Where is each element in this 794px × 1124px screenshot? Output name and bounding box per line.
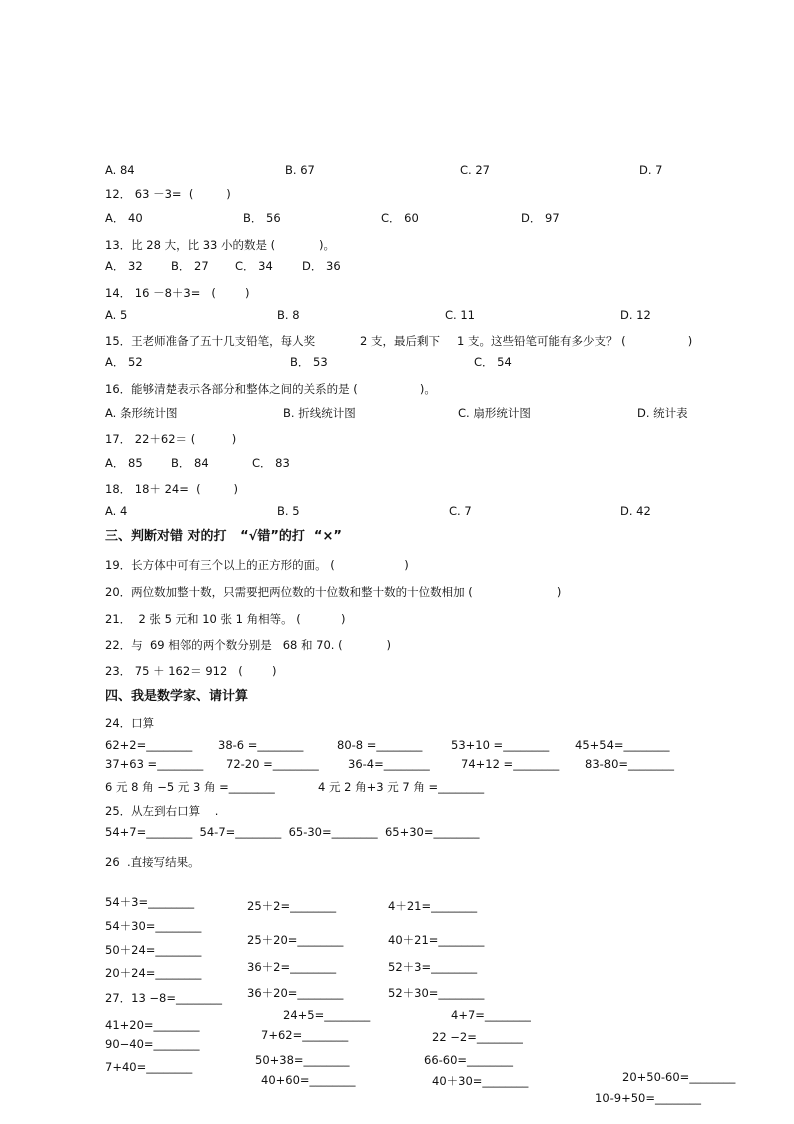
q24-r1-c5: 45+54=________ <box>575 738 670 752</box>
q16-option-d: D. 统计表 <box>637 406 688 420</box>
q26-c1-1: 54＋3=________ <box>105 895 195 909</box>
q11-option-d: D. 7 <box>639 163 663 177</box>
q11-option-b: B. 67 <box>285 163 315 177</box>
q26-c1-7: 90−40=________ <box>105 1037 200 1051</box>
q26-c2-7: 50+38=________ <box>255 1053 350 1067</box>
q12-option-c: C． 60 <box>381 211 419 225</box>
q18-option-b: B. 5 <box>277 504 300 518</box>
q26-c4-2: 10-9+50=________ <box>595 1091 702 1105</box>
q18-option-d: D. 42 <box>620 504 651 518</box>
q26-c1-8: 7+40=________ <box>105 1060 193 1074</box>
q26-c2-4: 36＋20=________ <box>247 986 344 1000</box>
q26-c2-8: 40+60=________ <box>261 1073 356 1087</box>
q26-c2-3: 36＋2=________ <box>247 960 337 974</box>
q26-c2-1: 25＋2=________ <box>247 899 337 913</box>
q18-option-a: A. 4 <box>105 504 128 518</box>
q16-option-c: C. 扇形统计图 <box>458 406 531 420</box>
q13-option-c: C． 34 <box>235 259 273 273</box>
q26-c1-5: 27．13 −8=________ <box>105 991 223 1005</box>
q18-stem: 18． 18＋ 24= ( ) <box>105 482 239 496</box>
q26-c1-6: 41+20=________ <box>105 1018 200 1032</box>
q26-c2-5: 24+5=________ <box>283 1008 371 1022</box>
q14-option-a: A. 5 <box>105 308 128 322</box>
q15-option-c: C． 54 <box>474 355 512 369</box>
q14-stem: 14． 16 －8＋3= ( ) <box>105 286 250 300</box>
q16-option-b: B. 折线统计图 <box>283 406 356 420</box>
q17-option-a: A． 85 <box>105 456 143 470</box>
judge-20: 20．两位数加整十数，只需要把两位数的十位数和整十数的十位数相加 ( ) <box>105 585 562 599</box>
judge-22: 22．与 69 相邻的两个数分别是 68 和 70. ( ) <box>105 638 391 652</box>
q15-stem-c: 1 支。这些铅笔可能有多少支？ ( ) <box>457 334 693 348</box>
q26-c3-7: 66-60=________ <box>424 1053 514 1067</box>
q24-r2-c3: 36-4=________ <box>348 757 430 771</box>
q14-option-b: B. 8 <box>277 308 300 322</box>
judge-21: 21． 2 张 5 元和 10 张 1 角相等。 ( ) <box>105 612 346 626</box>
q26-title: 26 .直接写结果。 <box>105 855 200 869</box>
q26-c3-2: 40＋21=________ <box>388 933 485 947</box>
q13-stem: 13．比 28 大，比 33 小的数是 ( )。 <box>105 238 336 252</box>
q24-r3-c2: 4 元 2 角+3 元 7 角 =________ <box>318 780 485 794</box>
q11-option-c: C. 27 <box>460 163 490 177</box>
q15-option-a: A． 52 <box>105 355 143 369</box>
q14-option-d: D. 12 <box>620 308 651 322</box>
q12-option-b: B． 56 <box>243 211 281 225</box>
q13-option-d: D． 36 <box>302 259 341 273</box>
q24-r1-c2: 38-6 =________ <box>218 738 304 752</box>
q26-c2-2: 25＋20=________ <box>247 933 344 947</box>
q13-option-a: A． 32 <box>105 259 143 273</box>
q24-r2-c5: 83-80=________ <box>585 757 675 771</box>
q26-c1-3: 50＋24=________ <box>105 943 202 957</box>
q25-title: 25．从左到右口算 . <box>105 804 219 818</box>
q17-option-c: C． 83 <box>252 456 290 470</box>
q26-c3-6: 22 −2=________ <box>432 1030 523 1044</box>
judge-19: 19．长方体中可有三个以上的正方形的面。 ( ) <box>105 558 409 572</box>
q16-stem: 16．能够清楚表示各部分和整体之间的关系的是 ( )。 <box>105 382 436 396</box>
q16-option-a: A. 条形统计图 <box>105 406 178 420</box>
q24-r2-c4: 74+12 =________ <box>461 757 560 771</box>
q24-r1-c3: 80-8 =________ <box>337 738 423 752</box>
q15-stem-b: 2 支，最后剩下 <box>360 334 440 348</box>
q25-row: 54+7=________ 54-7=________ 65-30=________ 65+30=________ <box>105 825 480 839</box>
q26-c3-8: 40＋30=________ <box>432 1074 529 1088</box>
q26-c4-1: 20+50-60=________ <box>622 1070 736 1084</box>
q18-option-c: C. 7 <box>449 504 472 518</box>
q24-r3-c1: 6 元 8 角 −5 元 3 角 =________ <box>105 780 275 794</box>
q24-r2-c2: 72-20 =________ <box>226 757 319 771</box>
q13-option-b: B． 27 <box>171 259 209 273</box>
judge-23: 23． 75 ＋ 162＝ 912 ( ) <box>105 664 277 678</box>
section-3-heading: 三、判断对错 对的打 “√错”的打 “×” <box>105 529 342 544</box>
q17-option-b: B． 84 <box>171 456 209 470</box>
q15-option-b: B． 53 <box>290 355 328 369</box>
q26-c1-4: 20＋24=________ <box>105 966 202 980</box>
q12-stem: 12． 63 －3= ( ) <box>105 187 231 201</box>
q26-c1-2: 54＋30=________ <box>105 919 202 933</box>
q26-c3-4: 52＋30=________ <box>388 986 485 1000</box>
q26-c3-5: 4+7=________ <box>451 1008 531 1022</box>
q24-r2-c1: 37+63 =________ <box>105 757 204 771</box>
q15-stem-a: 15．王老师准备了五十几支铅笔，每人奖 <box>105 334 316 348</box>
q17-stem: 17． 22＋62＝ ( ) <box>105 432 237 446</box>
q12-option-a: A． 40 <box>105 211 143 225</box>
q26-c3-3: 52＋3=________ <box>388 960 478 974</box>
q12-option-d: D． 97 <box>521 211 560 225</box>
q14-option-c: C. 11 <box>445 308 475 322</box>
q24-title: 24．口算 <box>105 716 155 730</box>
section-4-heading: 四、我是数学家、请计算 <box>105 689 249 704</box>
q24-r1-c4: 53+10 =________ <box>451 738 550 752</box>
q26-c3-1: 4＋21=________ <box>388 899 478 913</box>
q11-option-a: A. 84 <box>105 163 135 177</box>
q26-c2-6: 7+62=________ <box>261 1028 349 1042</box>
q24-r1-c1: 62+2=________ <box>105 738 193 752</box>
